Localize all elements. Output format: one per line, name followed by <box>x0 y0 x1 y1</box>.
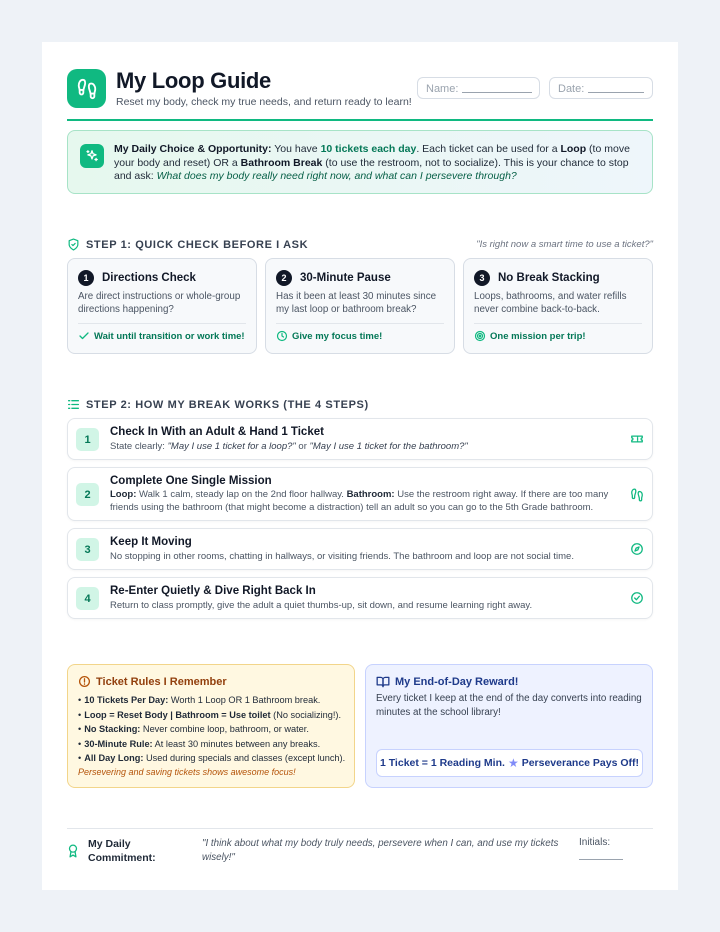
alert-circle-icon <box>78 675 91 688</box>
check-card-directions <box>67 258 257 354</box>
name-field[interactable] <box>417 77 540 99</box>
initials-field[interactable] <box>579 859 623 860</box>
page-title: My Loop Guide <box>116 68 271 93</box>
rules-note: Persevering and saving tickets shows awesome focus! <box>78 767 296 777</box>
step-number: 2 <box>76 483 99 506</box>
step-number: 1 <box>76 428 99 451</box>
step-number: 3 <box>76 538 99 561</box>
step-description: Return to class promptly, give the adult a quiet thumbs-up, sit down, and resume learning right away. <box>110 600 533 611</box>
sparkles-icon <box>80 144 104 168</box>
date-label: Date: <box>558 83 585 95</box>
step-description: Loop: Walk 1 calm, steady lap on the 2nd floor hallway. Bathroom: Use the restroom right away. If there are too many friends using the bathroom (that might become a distraction) tell an adult so you can go to the 5th Grade bathroom. <box>110 489 609 513</box>
list-icon <box>67 398 80 411</box>
card-title: Directions Check <box>102 272 196 284</box>
shield-check-icon <box>67 238 80 251</box>
step-title: Check In With an Adult & Hand 1 Ticket <box>110 426 324 438</box>
card-description: Has it been at least 30 minutes since my last loop or bathroom break? <box>276 291 437 315</box>
card-footer-text: Wait until transition or work time! <box>94 330 245 342</box>
break-step-1 <box>67 418 653 460</box>
list-item: • All Day Long: Used during specials and classes (except lunch). <box>78 751 350 766</box>
card-description: Are direct instructions or whole-group directions happening? <box>78 291 241 315</box>
target-icon <box>474 330 486 342</box>
list-item: • Loop = Reset Body | Bathroom = Use toilet (No socializing!). <box>78 708 350 723</box>
card-number: 1 <box>78 270 94 286</box>
card-description: Loops, bathrooms, and water refills never combine back-to-back. <box>474 291 627 315</box>
callout-text: My Daily Choice & Opportunity: You have 10 tickets each day. Each ticket can be used for a Loop (to move your body and reset) OR a Bathroom Break (to use the restroom, not to socialize). This is your chance to stop and ask: What does my body really need right now, and what can I persevere through? <box>114 143 630 182</box>
commitment-quote: "I think about what my body truly needs, persevere when I can, and use my tickets wisely!" <box>202 838 559 863</box>
break-step-4 <box>67 577 653 619</box>
commitment-label: My Daily Commitment: <box>88 838 156 864</box>
star-icon: ★ <box>507 756 519 770</box>
ticket-icon <box>630 432 644 446</box>
initials-label: Initials: <box>579 837 611 848</box>
break-step-2 <box>67 467 653 521</box>
list-item: • 30-Minute Rule: At least 30 minutes between any breaks. <box>78 737 350 752</box>
list-item: • No Stacking: Never combine loop, bathroom, or water. <box>78 722 350 737</box>
worksheet-page <box>42 42 678 890</box>
card-number: 3 <box>474 270 490 286</box>
reward-box <box>365 664 653 788</box>
page-subtitle: Reset my body, check my true needs, and return ready to learn! <box>116 96 412 108</box>
clock-icon <box>276 330 288 342</box>
check-icon <box>78 330 90 342</box>
step1-heading-text: STEP 1: QUICK CHECK BEFORE I ASK <box>86 238 309 251</box>
footprints-icon <box>67 69 106 108</box>
step-number: 4 <box>76 587 99 610</box>
date-field[interactable] <box>549 77 653 99</box>
step2-heading-text: STEP 2: HOW MY BREAK WORKS (THE 4 STEPS) <box>86 398 369 411</box>
step-description: No stopping in other rooms, chatting in hallways, or visiting friends. The bathroom and loop are not social time. <box>110 551 574 562</box>
header-divider <box>67 119 653 121</box>
check-card-pause <box>265 258 455 354</box>
award-icon <box>67 844 79 858</box>
list-item: • 10 Tickets Per Day: Worth 1 Loop OR 1 Bathroom break. <box>78 693 350 708</box>
rules-title: Ticket Rules I Remember <box>96 675 227 688</box>
card-title: No Break Stacking <box>498 272 600 284</box>
step1-quote: "Is right now a smart time to use a ticket?" <box>476 239 653 250</box>
reward-pill <box>376 749 643 777</box>
footprints-icon <box>630 488 644 502</box>
ticket-rules-box <box>67 664 355 788</box>
rules-list <box>78 693 350 766</box>
compass-icon <box>630 542 644 556</box>
reward-title: My End-of-Day Reward! <box>395 676 519 688</box>
daily-choice-callout <box>67 130 653 194</box>
reward-pill-left: 1 Ticket = 1 Reading Min. <box>379 757 505 769</box>
card-title: 30-Minute Pause <box>300 272 391 284</box>
card-footer-text: Give my focus time! <box>292 330 383 342</box>
step-title: Keep It Moving <box>110 536 192 548</box>
name-label: Name: <box>426 83 459 95</box>
break-step-3 <box>67 528 653 570</box>
step2-heading <box>67 398 369 411</box>
check-card-stacking <box>463 258 653 354</box>
check-circle-icon <box>630 591 644 605</box>
reward-description: Every ticket I keep at the end of the day converts into reading minutes at the school library! <box>376 693 642 718</box>
card-footer-text: One mission per trip! <box>490 330 586 342</box>
step-description: State clearly: "May I use 1 ticket for a loop?" or "May I use 1 ticket for the bathroom?" <box>110 441 468 452</box>
card-number: 2 <box>276 270 292 286</box>
step1-heading <box>67 238 308 251</box>
reward-pill-right: Perseverance Pays Off! <box>521 757 640 769</box>
step-title: Re-Enter Quietly & Dive Right Back In <box>110 585 316 597</box>
book-open-icon <box>376 675 390 689</box>
step-title: Complete One Single Mission <box>110 475 272 487</box>
footer-divider <box>67 828 653 829</box>
